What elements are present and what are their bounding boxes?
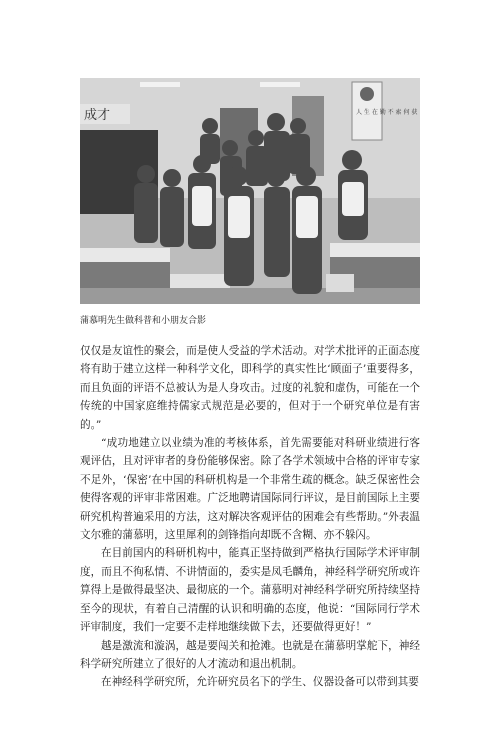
paragraph-continuation: 仅仅是友谊性的聚会，而是使人受益的学术活动。对学术批评的正面态度将有助于建立这样一种科学文化，即科学的真实性比‘顾面子’重要得多，而且负面的评语不总被认为是人身攻击。过度的礼貌和虚伪，可能在一个传统的中国家庭维持儒家式规范是必要的，但对于一个研究单位是有害的。” <box>80 345 420 431</box>
group-photo <box>80 78 420 304</box>
wall-sign-left: 成才 <box>84 108 111 123</box>
figure-caption: 蒲慕明先生做科普和小朋友合影 <box>80 316 207 326</box>
classroom-photo-illustration <box>80 78 420 304</box>
paragraph: 在目前国内的科研机构中，能真正坚持做到严格执行国际学术评审制度，而且不徇私情、不讲情面的，委实是凤毛麟角，神经科学研究所或许算得上是做得最坚决、最彻底的一个。蒲慕明对神经科学研究所持续坚持至今的现状，有着自己清醒的认识和明确的态度，他说：“国际同行学术评审制度，我们一定要不走样地继续做下去，还要做得更好！” <box>80 547 420 634</box>
article-body <box>80 342 420 692</box>
paragraph: 在神经科学研究所，允许研究员名下的学生、仪器设备可以带到其要 <box>101 676 419 689</box>
paragraph: 越是激流和漩涡，越是要闯关和抢滩。也就是在蒲慕明掌舵下，神经科学研究所建立了很好的人才流动和退出机制。 <box>80 639 420 670</box>
wall-sign-right: 人 生 在 勤 不 索 何 获 <box>356 109 418 116</box>
paragraph: “成功地建立以业绩为准的考核体系，首先需要能对科研业绩进行客观评估，且对评审者的身份能够保密。除了各学术领域中合格的评审专家不足外，‘保密’在中国的科研机构是一个非常生疏的概念。缺乏保密性会使得客观的评审非常困难。广泛地聘请国际同行评议，是目前国际上主要研究机构普遍采用的方法，这对解决客观评估的困难会有些帮助。”外表温文尔雅的蒲慕明，这里犀利的剑锋指向却既不含糊、亦不躲闪。 <box>80 437 420 542</box>
